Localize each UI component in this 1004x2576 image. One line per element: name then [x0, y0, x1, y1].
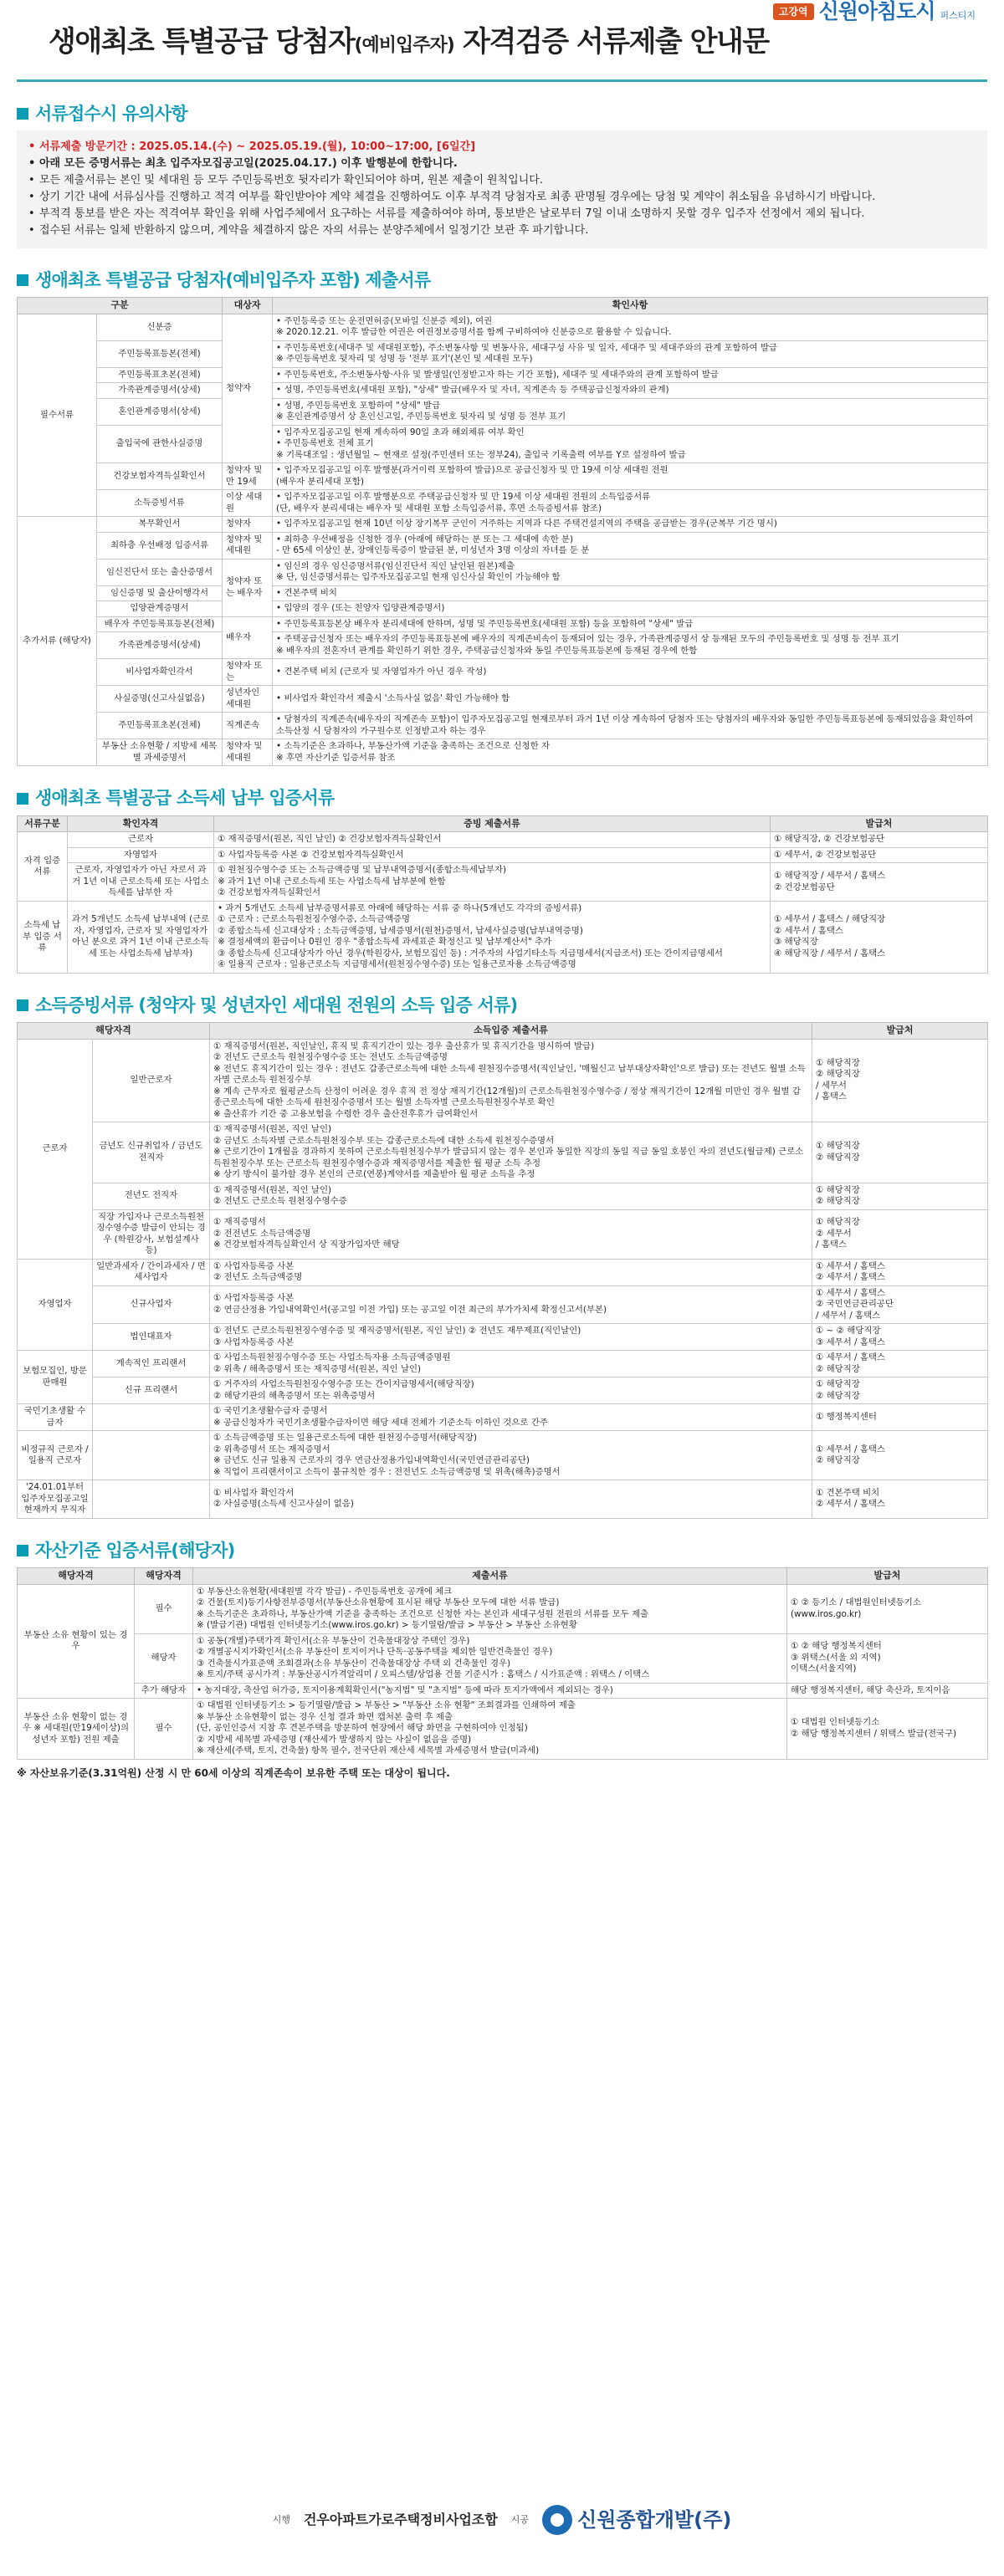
column-header: 해당자격: [18, 1022, 210, 1039]
table-cell: ① 전년도 근로소득원천징수영수증 및 재직증명서(원본, 직인 날인) ② 전년도 재무제표(직인날인) ③ 사업자등록증 사본: [210, 1324, 812, 1351]
income-docs-section: [17, 994, 987, 1519]
table-cell: 청약자: [223, 517, 273, 533]
table-cell: ① 세무서, ② 건강보험공단: [771, 847, 988, 863]
table-row: [18, 463, 988, 490]
table-row: [18, 340, 988, 367]
table-cell: ① 원천징수영수증 또는 소득금액증명 및 납부내역증명서(종합소득세납부자) ※ 과거 1년 이내 근로소득세 또는 사업소득세 납부분에 한함 ② 건강보험자격득실확인서: [214, 863, 771, 902]
table-cell: 출입국에 관한사실증명: [97, 425, 223, 463]
table-row: [18, 532, 988, 559]
table-cell: ① 사업자등록증 사본 ② 전년도 소득금액증명: [210, 1259, 812, 1285]
table-cell: 복무확인서: [97, 517, 223, 533]
table-row: [18, 1683, 988, 1699]
table-row: [18, 616, 988, 632]
table-row: [18, 585, 988, 601]
page-title: 생애최초 특별공급 당첨자(예비입주자) 자격검증 서류제출 안내문: [49, 25, 769, 59]
title-rule: [17, 79, 987, 82]
table-cell: 주민등록표초본(전체): [97, 713, 223, 739]
table-cell: 주민등록표초본(전체): [97, 367, 223, 383]
table-row: [18, 1633, 988, 1683]
table-row: [18, 425, 988, 463]
notice-item: • 서류제출 방문기간 : 2025.05.14.(수) ~ 2025.05.19.(월), 10:00~17:00, [6일간]: [28, 139, 976, 156]
footer-label-2: 시공: [510, 2513, 530, 2525]
table-cell: 건강보험자격득실확인서: [97, 463, 223, 490]
table-cell: 청약자 또는 배우자: [223, 559, 273, 616]
table-cell: ① 세무서 / 홈택스 ② 국민연금관리공단 / 세무서 / 홈택스: [812, 1285, 988, 1324]
table-cell: • 성명, 주민등록번호(세대원 포함), "상세" 발급(배우자 및 자녀, 직계존속 등 주택공급신청자와의 관계): [273, 383, 988, 399]
table-cell: ① 세무서 / 홈택스 ② 세무서 / 홈택스: [812, 1259, 988, 1285]
square-icon: [17, 1545, 28, 1556]
table-cell: • 견본주택 비치 (근로자 및 자영업자가 아닌 경우 작성): [273, 659, 988, 686]
square-icon: [17, 108, 28, 120]
section-title: 생애최초 특별공급 소득세 납부 입증서류: [17, 786, 987, 810]
table-cell: ① 부동산소유현황(세대원별 각각 발급) - 주민등록번호 공개에 체크 ② 건물(토지)등기사항전부증명서(부동산소유현황에 표시된 해당 부동산 모두에 대한 서류 발급) ※ 소득기준은 초과하나, 부동산가액 기준을 충족하는 조건으로 신청한 자는 본인과 세대구성원 전원의 서류를 모두 제출 ※ (발급기관) 대법원 인터넷등기소(www.iros.go.kr) > 등기열람/발급 > 부동산 > 부동산 소유현황: [193, 1584, 787, 1633]
constructor-logo: 신원종합개발(주): [542, 2505, 731, 2535]
asset-footnote: ※ 자산보유기준(3.31억원) 산정 시 만 60세 이상의 직계존속이 보유한 주택 또는 대상이 됩니다.: [17, 1766, 450, 1779]
section-title: 소득증빙서류 (청약자 및 성년자인 세대원 전원의 소득 입증 서류): [17, 994, 987, 1017]
table-cell: 부동산 소유 현황이 없는 경우 ※ 세대원(만19세이상)의 성년자 포함) 전원 제출: [18, 1699, 135, 1760]
table-cell: ① 비사업자 확인각서 ② 사실증명(소득세 신고사실이 없음): [210, 1480, 812, 1519]
table-cell: 청약자 및 세대원: [223, 532, 273, 559]
table-row: [18, 601, 988, 617]
square-icon: [17, 793, 28, 805]
table-cell: ① 해당직장 ② 해당직장: [812, 1183, 988, 1209]
column-header: 발급처: [787, 1567, 988, 1584]
column-header: 발급처: [771, 815, 988, 832]
table-cell: • 임신의 경우 임신증명서류(임신진단서 직인 날인된 원본)제출 ※ 단, 임신증명서류는 입주자모집공고일 현재 임신사실 확인이 가능해야 함: [273, 559, 988, 585]
footer: [0, 2505, 1004, 2535]
table-cell: 계속적인 프리랜서: [93, 1351, 210, 1377]
table-cell: [93, 1480, 210, 1519]
table-row: [18, 367, 988, 383]
tax-docs-table: [17, 815, 988, 974]
table-cell: 근로자: [68, 832, 214, 848]
table-cell: 혼인관계증명서(상세): [97, 398, 223, 425]
company-logo-icon: [542, 2505, 572, 2535]
income-docs-table: [17, 1022, 988, 1519]
table-row: [18, 863, 988, 902]
table-cell: 추가서류 (해당자): [18, 517, 97, 766]
column-header: 제출서류: [193, 1567, 787, 1584]
table-row: [18, 632, 988, 659]
table-cell: 성년자인 세대원: [223, 686, 273, 713]
table-cell: 신규 프리랜서: [93, 1377, 210, 1404]
notice-item: • 부적격 통보를 받은 자는 적격여부 확인을 위해 사업주체에서 요구하는 서류를 제출하여야 하며, 통보받은 날로부터 7일 이내 소명하지 못할 경우 입주자 선정에서 제외 됩니다.: [28, 206, 976, 222]
table-cell: ① 세무서 / 홈택스 ② 해당직장: [812, 1351, 988, 1377]
table-cell: 가족관계증명서(상세): [97, 632, 223, 659]
column-header: 확인자격: [68, 815, 214, 832]
column-header: 해당자격: [18, 1567, 135, 1584]
table-cell: ① ② 해당 행정복지센터 ③ 위택스(서울 외 지역) 이택스(서울지역): [787, 1633, 988, 1683]
table-row: [18, 847, 988, 863]
table-cell: ① 거주자의 사업소득원천징수영수증 또는 간이지급명세서(해당직장) ② 해당기관의 해촉증명서 또는 위촉증명서: [210, 1377, 812, 1404]
table-cell: 필수서류: [18, 314, 97, 517]
table-cell: 소득증빙서류: [97, 490, 223, 517]
brand-bar: [0, 0, 1004, 24]
brand-name: 신원아침도시: [818, 0, 935, 24]
table-cell: • 성명, 주민등록번호 포함하여 "상세" 발급 ※ 혼인관계증명서 상 혼인신고일, 주민등록번호 뒷자리 및 성명 등 전부 표기: [273, 398, 988, 425]
table-cell: 소득세 납부 입증 서류: [18, 901, 68, 973]
table-cell: ① ~ ② 해당직장 ③ 세무서 / 홈택스: [812, 1324, 988, 1351]
table-cell: 청약자 및 세대원: [223, 739, 273, 766]
table-cell: • 입주자모집공고일 현재 10년 이상 장기복무 군인이 거주하는 지역과 다른 주택건설지역의 주택을 공급받는 경우(군복무 기간 명시): [273, 517, 988, 533]
table-cell: 청약자 및 만 19세: [223, 463, 273, 490]
table-cell: ① 해당직장 / 세무서 / 홈택스 ② 건강보험공단: [771, 863, 988, 902]
table-row: [18, 1699, 988, 1760]
column-header: 대상자: [223, 298, 273, 314]
column-header: 구분: [18, 298, 223, 314]
table-cell: 과거 5개년도 소득세 납부내역 (근로자, 자영업자, 근로자 및 자영업자가 아닌 분으로 과거 1년 이내 근로소득세 또는 사업소득세 납부자): [68, 901, 214, 973]
table-cell: 근로자: [18, 1039, 93, 1259]
table-row: [18, 1584, 988, 1633]
table-cell: [93, 1431, 210, 1480]
table-cell: 일반근로자: [93, 1039, 210, 1122]
table-cell: • 최하층 우선배정을 신청한 경우 (아래에 해당하는 분 또는 그 세대에 속한 분) - 만 65세 이상인 분, 장애인등록증이 발급된 분, 미성년자 3명 이상의 자녀를 둔 분: [273, 532, 988, 559]
table-cell: 추가 해당자: [135, 1683, 193, 1699]
table-cell: 필수: [135, 1699, 193, 1760]
brand-sub: 퍼스티지: [940, 9, 976, 21]
table-row: [18, 398, 988, 425]
table-cell: ① 해당직장 ② 세무서 / 홈택스: [812, 1209, 988, 1259]
table-cell: ① 사업자등록증 사본 ② 건강보험자격득실확인서: [214, 847, 771, 863]
table-row: [18, 659, 988, 686]
column-header: 확인사항: [273, 298, 988, 314]
required-docs-table: [17, 297, 988, 766]
table-cell: • 입양의 경우 (또는 친양자 입양관계증명서): [273, 601, 988, 617]
table-row: [18, 1122, 988, 1183]
table-cell: ① 해당직장 ② 해당직장 / 세무서 / 홈택스: [812, 1039, 988, 1122]
table-row: [18, 1285, 988, 1324]
table-cell: • 과거 5개년도 소득세 납부증명서류로 아래에 해당하는 서류 중 하나(5개년도 각각의 증빙서류) ① 근로자 : 근로소득원천징수영수증, 소득금액증명 ② 종합소득세 신고대상자 : 소득금액증명, 납세증명서(원천)증명서, 납세사실증명(납부내역증명) ※ 결정세액의 환급이나 0원인 경우 "종합소득세 과세표준 확정신고 및 납부계산서" 추가 ③ 종합소득세 신고대상자가 아닌 경우(학원강사, 보험모집인 등) : 거주자의 사업기타소득 지급명세서(지급조서) 또는 간이지급명세서 ④ 일용직 근로자 : 일용근로소득 지급명세서(원천징수영수증) 또는 일용근로자용 소득금액증명: [214, 901, 771, 973]
column-header: 발급처: [812, 1022, 988, 1039]
asset-docs-section: [17, 1539, 987, 1780]
table-cell: 비사업자확인각서: [97, 659, 223, 686]
table-cell: 가족관계증명서(상세): [97, 383, 223, 399]
table-cell: 국민기초생활 수급자: [18, 1404, 93, 1431]
table-cell: 배우자: [223, 616, 273, 659]
square-icon: [17, 274, 28, 286]
table-cell: 신규사업자: [93, 1285, 210, 1324]
table-cell: • 농지대장, 축산업 허가증, 토지이용계획확인서("농지법" 및 "초지법" 등에 따라 토지가액에서 제외되는 경우): [193, 1683, 787, 1699]
table-cell: 근로자, 자영업자가 아닌 자로서 과거 1년 이내 근로소득세 또는 사업소득세를 납부한 자: [68, 863, 214, 902]
table-cell: • 주민등록번호(세대주 및 세대원포함), 주소변동사항 및 변동사유, 세대구성 사유 및 일자, 세대주 및 세대주와의 관계 포함하여 발급 ※ 주민등록번호 뒷자리 및 성명 등 '전부 표기'(본인 및 세대원 모두): [273, 340, 988, 367]
notice-list: [17, 130, 987, 248]
table-row: [18, 1404, 988, 1431]
table-cell: 입양관계증명서: [97, 601, 223, 617]
table-cell: 배우자 주민등록표등본(전체): [97, 616, 223, 632]
table-cell: ① 소득금액증명 또는 일용근로소득에 대한 원천징수증명서(해당직장) ② 위촉증명서 또는 재직증명서 ※ 금년도 신규 일용직 근로자의 경우 연금산정용가입내역확인서(국민연금관리공단) ※ 직업이 프리랜서이고 소득이 불규칙한 경우 : 전전년도 소득금액증명 및 위촉(해촉)증명서: [210, 1431, 812, 1480]
notice-item: • 모든 제출서류는 본인 및 세대원 등 모두 주민등록번호 뒷자리가 확인되어야 하며, 원본 제출이 원칙입니다.: [28, 172, 976, 189]
table-row: [18, 383, 988, 399]
table-row: [18, 832, 988, 848]
table-cell: ① 재직증명서 ② 전전년도 소득금액증명 ※ 건강보험자격득실확인서 상 직장가입자만 해당: [210, 1209, 812, 1259]
table-cell: ① 재직증명서(원본, 직인 날인) ② 전년도 근로소득 원천징수영수증: [210, 1183, 812, 1209]
table-cell: 신분증: [97, 314, 223, 340]
table-row: [18, 1039, 988, 1122]
table-cell: ① 사업자등록증 사본 ② 연금산정용 가입내역확인서(공고일 이전 가입) 또는 공고일 이전 최근의 부가가치세 확정신고서(부본): [210, 1285, 812, 1324]
table-row: [18, 1209, 988, 1259]
footer-developer: 건우아파트가로주택정비사업조합: [303, 2512, 498, 2528]
section-title: 생애최초 특별공급 당첨자(예비입주자 포함) 제출서류: [17, 268, 987, 292]
table-row: [18, 1377, 988, 1404]
table-cell: 직장 가입자나 근로소득원천징수영수증 발급이 안되는 경우 (학원강사, 보험설계사 등): [93, 1209, 210, 1259]
table-cell: 주민등록표등본(전체): [97, 340, 223, 367]
table-cell: ① 세무서 / 홈택스 ② 해당직장: [812, 1431, 988, 1480]
table-cell: • 입주자모집공고일 현재 계속하여 90일 초과 해외체류 여부 확인 • 주민등록번호 전체 표기 ※ 기록대조일 : 생년월일 ~ 현재로 설정(주민센터 또는 정부24), 출입국 기록출력 여부를 Y로 설정하여 발급: [273, 425, 988, 463]
table-cell: • 입주자모집공고일 이후 발행분으로 주택공급신청자 및 만 19세 이상 세대원 전원의 소득입증서류 (단, 배우자 분리세대는 배우자 및 세대원 포함 소득입증서류, 후면 소득증빙서류 참조): [273, 490, 988, 517]
table-cell: ① 세무서 / 홈택스 / 해당직장 ② 세무서 / 홈택스 ③ 해당직장 ④ 해당직장 / 세무서 / 홈택스: [771, 901, 988, 973]
table-cell: 임신진단서 또는 출산증명서: [97, 559, 223, 585]
column-header: 서류구분: [18, 815, 68, 832]
tax-docs-section: [17, 786, 987, 973]
table-cell: ① 해당직장, ② 건강보험공단: [771, 832, 988, 848]
table-row: [18, 686, 988, 713]
table-cell: 필수: [135, 1584, 193, 1633]
table-cell: 부동산 소유 현황이 있는 경우: [18, 1584, 135, 1699]
footer-label-1: 시행: [272, 2513, 290, 2525]
square-icon: [17, 999, 28, 1011]
table-cell: 부동산 소유현황 / 지방세 세목별 과세증명서: [97, 739, 223, 766]
table-cell: ① 행정복지센터: [812, 1404, 988, 1431]
column-header: 소득입증 제출서류: [210, 1022, 812, 1039]
table-cell: 최하층 우선배정 입증서류: [97, 532, 223, 559]
table-cell: ① 견본주택 비치 ② 세무서 / 홈택스: [812, 1480, 988, 1519]
table-cell: ① 해당직장 ② 해당직장: [812, 1377, 988, 1404]
table-cell: ① 사업소득원천징수영수증 또는 사업소득자용 소득금액증명원 ② 위촉 / 해촉증명서 또는 재직증명서(원본, 직인 날인): [210, 1351, 812, 1377]
table-cell: ① 대법원 인터넷등기소 > 등기열람/발급 > 부동산 > "부동산 소유 현황" 조회결과를 인쇄하여 제출 ※ 부동산 소유현황이 없는 경우 신청 결과 화면 캡처본 출력 후 제출 (단, 공인인증서 지참 후 견본주택을 방문하여 현장에서 해당 화면을 구현하여야 인정됨) ② 지방세 세목별 과세증명 (재산세가 발생하지 않는 사실이 없음을 증명) ※ 재산세(주택, 토지, 건축물) 항목 필수, 전국단위 재산세 세목별 과세증명서 발급(미과세): [193, 1699, 787, 1760]
table-cell: • 당첨자의 직계존속(배우자의 직계존속 포함)이 입주자모집공고일 현재로부터 과거 1년 이상 계속하여 당첨자 또는 당첨자의 배우자와 동일한 주민등록표등본에 등재되었음을 확인하여 소득산정 시 당첨자의 가구원수로 인정받고자 하는 경우: [273, 713, 988, 739]
table-cell: 사실증명(신고사실없음): [97, 686, 223, 713]
table-row: [18, 559, 988, 585]
notice-item: • 상기 기간 내에 서류심사를 진행하고 적격 여부를 확인받아야 계약 체결을 진행하여도 이후 부적격 당첨자로 최종 판명될 경우에는 당첨 및 계약이 취소됨을 유념하시기 바랍니다.: [28, 189, 976, 206]
table-cell: 해당 행정복지센터, 해당 축산과, 토지이음: [787, 1683, 988, 1699]
table-cell: 청약자: [223, 314, 273, 463]
table-row: [18, 314, 988, 340]
table-row: [18, 490, 988, 517]
table-cell: • 주민등록번호, 주소변동사항·사유 및 발생일(인정받고자 하는 기간 포함), 세대주 및 세대주와의 관계 포함하여 발급: [273, 367, 988, 383]
table-cell: 임신증명 및 출산이행각서: [97, 585, 223, 601]
column-header: 증빙 제출서류: [214, 815, 771, 832]
table-cell: 자격 입증 서류: [18, 832, 68, 902]
notice-item: • 아래 모든 증명서류는 최초 입주자모집공고일(2025.04.17.) 이후 발행분에 한합니다.: [28, 156, 976, 172]
notice-section: [17, 102, 987, 248]
table-cell: ① 재직증명서(원본, 직인 날인) ② 금년도 소득자별 근로소득원천징수부 또는 갑종근로소득에 대한 소득세 원천징수증명서 ※ 근로기간이 1개월을 경과하지 못하여 근로소득원천징수부가 발급되지 않는 경우 본인과 동일한 직장의 동일 직급 동일 호봉인 자의 전년도(월급제) 근로소득원천징수부 또는 근로소득 원천징수영수증과 재직증명서를 제출한 월 평균 소득 추정 ※ 상기 방식이 불가할 경우 본인의 근로(연봉)계약서를 제출받아 월 평균 소득을 추정: [210, 1122, 812, 1183]
table-cell: ① ② 등기소 / 대법원인터넷등기소 (www.iros.go.kr): [787, 1584, 988, 1633]
table-row: [18, 1259, 988, 1285]
column-header: 해당자격: [135, 1567, 193, 1584]
table-cell: • 입주자모집공고일 이후 발행분(과거이력 포함하여 발급)으로 공급신청자 및 만 19세 이상 세대원 전원 (배우자 분리세대 포함): [273, 463, 988, 490]
table-cell: • 견본주택 비치: [273, 585, 988, 601]
section-title: 자산기준 입증서류(해당자): [17, 1539, 987, 1562]
table-row: [18, 713, 988, 739]
table-row: [18, 901, 988, 973]
table-cell: ① 대법원 인터넷등기소 ② 해당 행정복지센터 / 위택스 발급(전국구): [787, 1699, 988, 1760]
table-row: [18, 1431, 988, 1480]
table-cell: '24.01.01부터 입주자모집공고일 현재까지 무직자: [18, 1480, 93, 1519]
table-cell: 전년도 전직자: [93, 1183, 210, 1209]
section-title: 서류접수시 유의사항: [17, 102, 987, 125]
table-row: [18, 739, 988, 766]
table-cell: 청약자 또는: [223, 659, 273, 686]
table-row: [18, 1480, 988, 1519]
table-cell: ① 재직증명서(원본, 직인날인, 휴직 및 휴직기간이 있는 경우 출산휴가 및 휴직기간을 명시하여 발급) ② 전년도 근로소득 원천징수영수증 또는 전년도 소득금액증명 ※ 전년도 휴직기간이 있는 경우 : 전년도 갑종근로소득에 대한 소득세 원천징수증명서(직인날인, '매월신고 납부대상자확인'으로 발급) 또는 전년도 월별 소득자별 근로소득 원천징수부 ※ 계속 근무자로 월평균소득 산정이 어려운 경우 휴직 전 정상 재직기간(12개월)의 근로소득원천징수영수증 / 정상 재직기간이 12개월 미만인 경우 월별 갑종근로소득에 대한 소득세 원천징수증명서 또는 월별 소득자별 근로소득원천징수부로 확인 ※ 출산휴가 기간 중 고용보험을 수령한 경우 출산전후휴가 급여확인서: [210, 1039, 812, 1122]
table-cell: • 비사업자 확인각서 제출시 '소득사실 없음' 확인 가능해야 함: [273, 686, 988, 713]
table-cell: 자영업자: [68, 847, 214, 863]
table-cell: ① 국민기초생활수급자 증명서 ※ 공급신청자가 국민기초생활수급자이면 해당 세대 전체가 기준소득 이하인 것으로 간주: [210, 1404, 812, 1431]
table-cell: 일반과세자 / 간이과세자 / 면세사업자: [93, 1259, 210, 1285]
notice-item: • 접수된 서류는 일체 반환하지 않으며, 계약을 체결하지 않은 자의 서류는 분양주체에서 일정기간 보관 후 파기합니다.: [28, 222, 976, 239]
table-cell: • 주민등록표등본상 배우자 분리세대에 한하며, 성명 및 주민등록번호(세대원 포함) 등을 포함하여 "상세" 발급: [273, 616, 988, 632]
table-cell: 해당자: [135, 1633, 193, 1683]
table-row: [18, 1324, 988, 1351]
table-cell: 보험모집인, 방문판매원: [18, 1351, 93, 1404]
table-row: [18, 517, 988, 533]
table-cell: 비정규직 근로자 / 일용직 근로자: [18, 1431, 93, 1480]
table-cell: 직계존속: [223, 713, 273, 739]
table-cell: 금년도 신규취업자 / 금년도 전직자: [93, 1122, 210, 1183]
table-cell: ① 재직증명서(원본, 직인 날인) ② 건강보험자격득실확인서: [214, 832, 771, 848]
table-cell: 자영업자: [18, 1259, 93, 1351]
table-cell: 이상 세대원: [223, 490, 273, 517]
table-cell: • 주택공급신청자 또는 배우자의 주민등록표등본에 배우자의 직계존비속이 등재되어 있는 경우, 가족관계증명서 상 등재된 모두의 주민등록번호 및 성명 등 전부 표기 ※ 배우자의 전혼자녀 관계를 확인하기 위한 경우, 주택공급신청자와 동일 주민등록표등본에 등재된 경우에 한함: [273, 632, 988, 659]
area-badge: 고강역: [773, 3, 814, 20]
table-cell: • 주민등록증 또는 운전면허증(모바일 신분증 제외), 여권 ※ 2020.12.21. 이후 발급한 여권은 여권정보증명서를 함께 구비하여야 신분증으로 활용할 수 있습니다.: [273, 314, 988, 340]
table-cell: ① 해당직장 ② 해당직장: [812, 1122, 988, 1183]
table-row: [18, 1183, 988, 1209]
table-cell: • 소득기준은 초과하나, 부동산가액 기준을 충족하는 조건으로 신청한 자 ※ 후면 자산기준 입증서류 참조: [273, 739, 988, 766]
table-cell: 법인대표자: [93, 1324, 210, 1351]
table-cell: [93, 1404, 210, 1431]
table-row: [18, 1351, 988, 1377]
asset-docs-table: [17, 1567, 988, 1760]
required-docs-section: [17, 268, 987, 766]
table-cell: ① 공동(개별)주택가격 확인서(소유 부동산이 건축물대장상 주택인 경우) ② 개별공시지가확인서(소유 부동산이 토지이거나 단독·공동주택을 제외한 일반건축물인 경우) ③ 건축물시가표준액 조회결과(소유 부동산이 건축물대장상 주택 외 건축물인 경우) ※ 토지/주택 공시가격 : 부동산공시가격알리미 / 오피스텔/상업용 건물 기준시가 : 홈택스 / 시가표준액 : 위택스 / 이택스: [193, 1633, 787, 1683]
